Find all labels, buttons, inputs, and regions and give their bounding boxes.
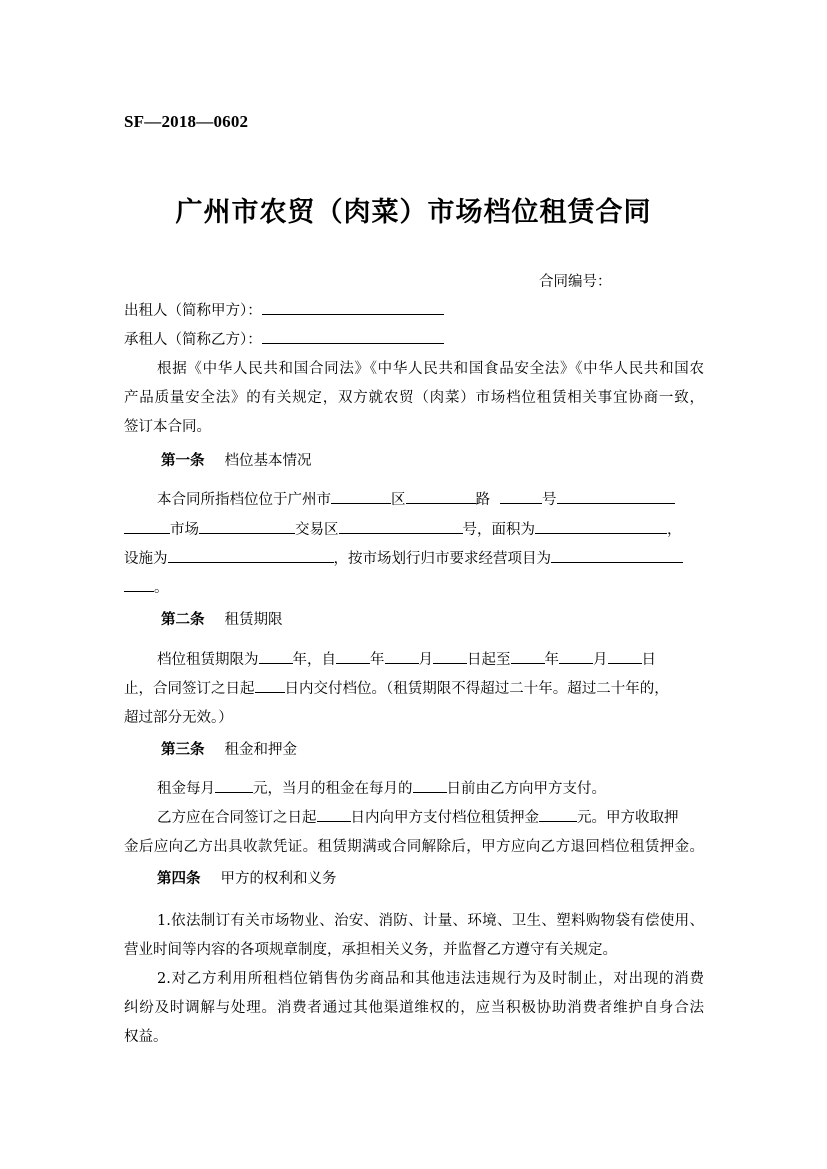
document-code: SF—2018—0602 (124, 112, 249, 131)
trading-zone-blank[interactable] (199, 518, 295, 534)
art3-l2-text-b: 日内向甲方支付档位租赁押金 (350, 810, 539, 826)
rent-due-day-blank[interactable] (413, 777, 447, 793)
road-blank[interactable] (406, 488, 476, 504)
art1-l4-end: 。 (154, 580, 169, 596)
art4-p1-line-1: 1.依法制订有关市场物业、治安、消防、计量、环境、卫生、塑料购物袋有偿使用、 (157, 913, 704, 929)
article-4-title: 甲方的权利和义务 (220, 871, 337, 887)
delivery-days-blank[interactable] (255, 677, 285, 693)
article-1-title: 档位基本情况 (224, 453, 312, 469)
article-4-number: 第四条 (157, 870, 201, 887)
business-item-tail-blank[interactable] (124, 576, 154, 592)
lease-years-blank[interactable] (259, 648, 293, 664)
art1-l2-text-b: 交易区 (295, 522, 339, 538)
art1-line-1 (157, 488, 675, 509)
art1-l3-text-b: ，按市场划行归市要求经营项目为 (333, 551, 551, 567)
art3-line-1 (157, 777, 606, 798)
art2-l2-text-a: 止，合同签订之日起 (124, 681, 255, 697)
art1-l2-text-a: 市场 (170, 522, 199, 538)
article-1-heading (161, 449, 312, 470)
art3-line-2 (157, 806, 679, 827)
art1-line-4 (124, 576, 169, 597)
intro-line-1: 根据《中华人民共和国合同法》《中华人民共和国食品安全法》《中华人民共和国农 (157, 361, 704, 377)
art4-p1-line-2: 营业时间等内容的各项规章制度，承担相关义务，并监督乙方遵守有关规定。 (124, 942, 617, 958)
art3-l2-text-c: 元。甲方收取押 (577, 810, 679, 826)
art2-l1-text-g: 月 (593, 652, 608, 668)
art2-line-3: 超过部分无效。） (124, 710, 233, 726)
art2-l1-text-c: 年 (370, 652, 385, 668)
art1-l1-text-b: 区 (391, 492, 406, 508)
article-2-title: 租赁期限 (224, 612, 283, 628)
end-month-blank[interactable] (559, 648, 593, 664)
art2-line-1 (157, 648, 656, 669)
intro-line-3: 签订本合同。 (124, 419, 211, 435)
art3-l2-text-a: 乙方应在合同签订之日起 (157, 810, 317, 826)
art3-l1-text-c: 日前由乙方向甲方支付。 (446, 781, 606, 797)
lessee-label: 承租人（简称乙方）： (124, 332, 262, 348)
stall-number-blank[interactable] (339, 518, 463, 534)
art2-l1-text-f: 年 (544, 652, 559, 668)
article-1-number: 第一条 (161, 452, 205, 469)
art1-line-2 (124, 518, 682, 539)
lessee-line (124, 328, 444, 349)
art2-l1-text-d: 月 (418, 652, 433, 668)
contract-number-label: 合同编号： (539, 274, 612, 290)
article-2-heading (161, 608, 283, 629)
lessor-blank[interactable] (262, 299, 444, 315)
deposit-amount-blank[interactable] (539, 806, 577, 822)
article-4-heading (157, 867, 337, 888)
art2-l1-text-b: 年，自 (292, 652, 336, 668)
number-blank[interactable] (500, 488, 542, 504)
art4-p2-line-1: 2.对乙方利用所租档位销售伪劣商品和其他违法违规行为及时制止，对出现的消费 (157, 971, 704, 987)
art1-l2-text-d: ， (667, 522, 682, 538)
contract-title: 广州市农贸（肉菜）市场档位租赁合同 (175, 197, 652, 228)
article-2-number: 第二条 (161, 611, 205, 628)
deposit-days-blank[interactable] (317, 806, 351, 822)
art1-line-3 (124, 547, 683, 568)
art3-l1-text-a: 租金每月 (157, 781, 215, 797)
art3-line-3: 金后应向乙方出具收款凭证。租赁期满或合同解除后，甲方应向乙方退回档位租赁押金。 (124, 839, 704, 855)
art4-p2-line-3: 权益。 (124, 1029, 168, 1045)
art2-l1-text-e: 日起至 (467, 652, 511, 668)
art3-l1-text-b: 元，当月的租金在每月的 (253, 781, 413, 797)
district-blank[interactable] (331, 488, 391, 504)
article-3-heading (161, 738, 297, 759)
article-3-number: 第三条 (161, 741, 205, 758)
lessor-label: 出租人（简称甲方）： (124, 303, 262, 319)
art2-l2-text-b: 日内交付档位。（租赁期限不得超过二十年。超过二十年的， (284, 681, 669, 697)
art4-p2-line-2: 纠纷及时调解与处理。消费者通过其他渠道维权的，应当积极协助消费者维护自身合法 (124, 1000, 704, 1016)
start-month-blank[interactable] (385, 648, 419, 664)
lessee-blank[interactable] (262, 328, 444, 344)
article-3-title: 租金和押金 (224, 742, 297, 758)
area-blank[interactable] (535, 518, 667, 534)
intro-line-2: 产品质量安全法》的有关规定，双方就农贸（肉菜）市场档位租赁相关事宜协商一致， (124, 390, 704, 406)
art1-l1-text-d: 号 (542, 492, 557, 508)
facilities-blank[interactable] (168, 547, 334, 563)
art1-l1-text-a: 本合同所指档位位于广州市 (157, 492, 331, 508)
art2-l1-text-h: 日 (641, 652, 656, 668)
address-tail-blank[interactable] (557, 488, 675, 504)
art1-l3-text-a: 设施为 (124, 551, 168, 567)
art2-line-2 (124, 677, 669, 698)
market-name-blank[interactable] (124, 518, 170, 534)
monthly-rent-blank[interactable] (215, 777, 253, 793)
end-year-blank[interactable] (511, 648, 545, 664)
business-item-blank[interactable] (551, 547, 683, 563)
art1-l2-text-c: 号，面积为 (462, 522, 535, 538)
art1-l1-text-c: 路 (475, 492, 490, 508)
lessor-line (124, 299, 444, 320)
start-day-blank[interactable] (433, 648, 467, 664)
art2-l1-text-a: 档位租赁期限为 (157, 652, 259, 668)
start-year-blank[interactable] (336, 648, 370, 664)
end-day-blank[interactable] (608, 648, 642, 664)
